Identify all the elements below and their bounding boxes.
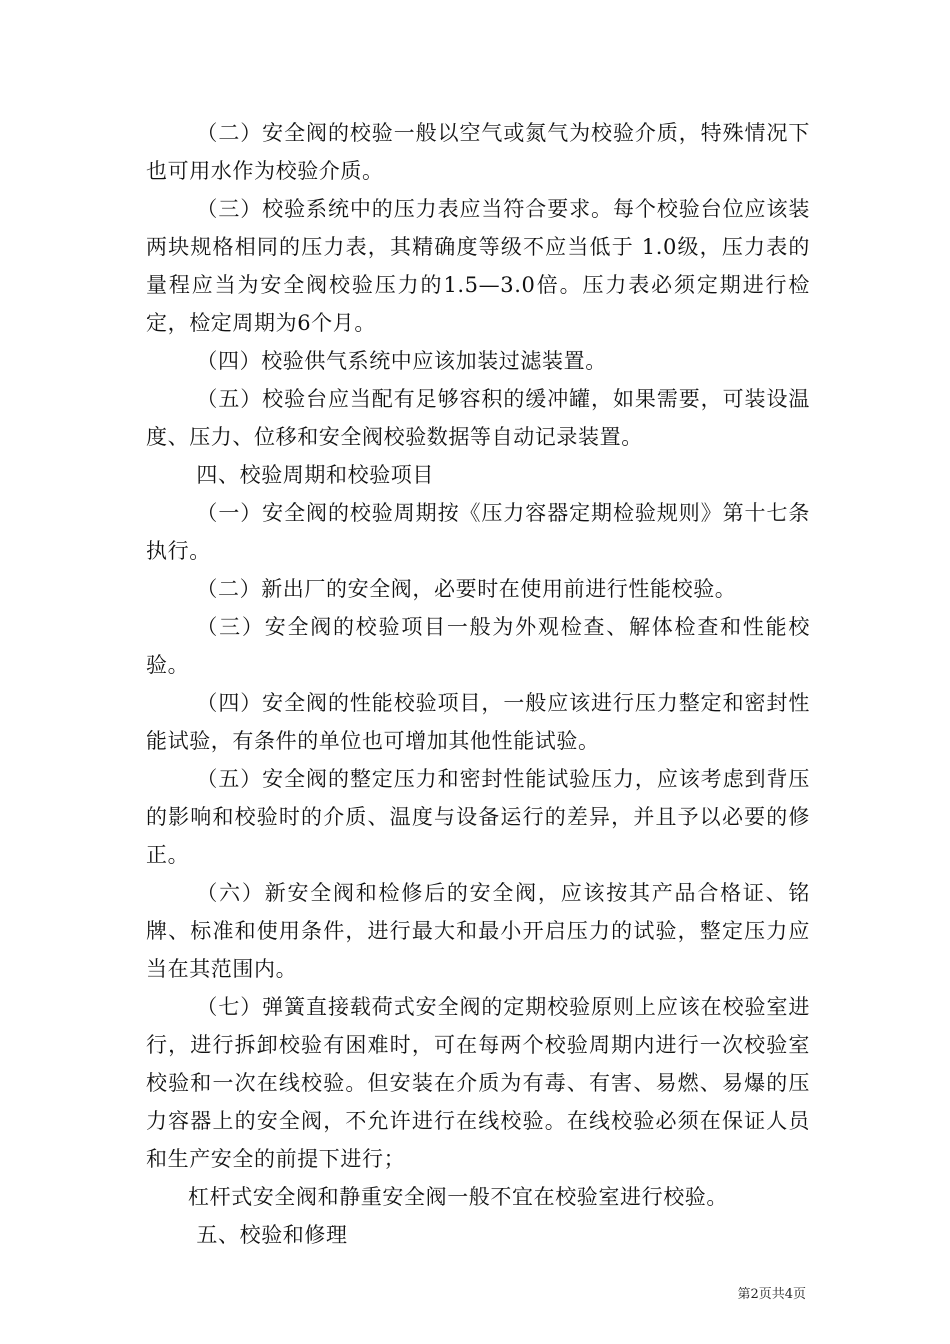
body-text [146, 114, 810, 1254]
paragraph-2-5: （五）校验台应当配有足够容积的缓冲罐，如果需要，可装设温度、压力、位移和安全阀校验数据等自动记录装置。 [146, 387, 810, 449]
paragraph-2-4: （四）校验供气系统中应该加装过滤装置。 [196, 349, 607, 373]
paragraph-4-1: （一）安全阀的校验周期按《压力容器定期检验规则》第十七条执行。 [146, 501, 810, 563]
paragraph-4-7-lever: 杠杆式安全阀和静重安全阀一般不宜在校验室进行校验。 [188, 1185, 728, 1209]
paragraph-4-4: （四）安全阀的性能校验项目，一般应该进行压力整定和密封性能试验，有条件的单位也可增加其他性能试验。 [146, 691, 810, 753]
section-heading-4: 四、校验周期和校验项目 [196, 463, 434, 487]
paragraph-2-3: （三）校验系统中的压力表应当符合要求。每个校验台位应该装两块规格相同的压力表，其精确度等级不应当低于 1.0级，压力表的量程应当为安全阀校验压力的1.5—3.0倍。压力表必须定期进行检定，检定周期为6个月。 [146, 197, 810, 335]
paragraph-2-2: （二）安全阀的校验一般以空气或氮气为校验介质，特殊情况下也可用水作为校验介质。 [146, 121, 810, 183]
section-heading-5: 五、校验和修理 [196, 1223, 348, 1247]
paragraph-4-6: （六）新安全阀和检修后的安全阀，应该按其产品合格证、铭牌、标准和使用条件，进行最大和最小开启压力的试验，整定压力应当在其范围内。 [146, 881, 810, 981]
paragraph-4-2: （二）新出厂的安全阀，必要时在使用前进行性能校验。 [196, 577, 737, 601]
paragraph-4-3: （三）安全阀的校验项目一般为外观检查、解体检查和性能校验。 [146, 615, 810, 677]
paragraph-4-7: （七）弹簧直接载荷式安全阀的定期校验原则上应该在校验室进行，进行拆卸校验有困难时，可在每两个校验周期内进行一次校验室校验和一次在线校验。但安装在介质为有毒、有害、易燃、易爆的压力容器上的安全阀，不允许进行在线校验。在线校验必须在保证人员和生产安全的前提下进行； [146, 995, 810, 1171]
page-number: 第2页共4页 [737, 1287, 806, 1302]
paragraph-4-5: （五）安全阀的整定压力和密封性能试验压力，应该考虑到背压的影响和校验时的介质、温度与设备运行的差异，并且予以必要的修正。 [146, 767, 810, 867]
